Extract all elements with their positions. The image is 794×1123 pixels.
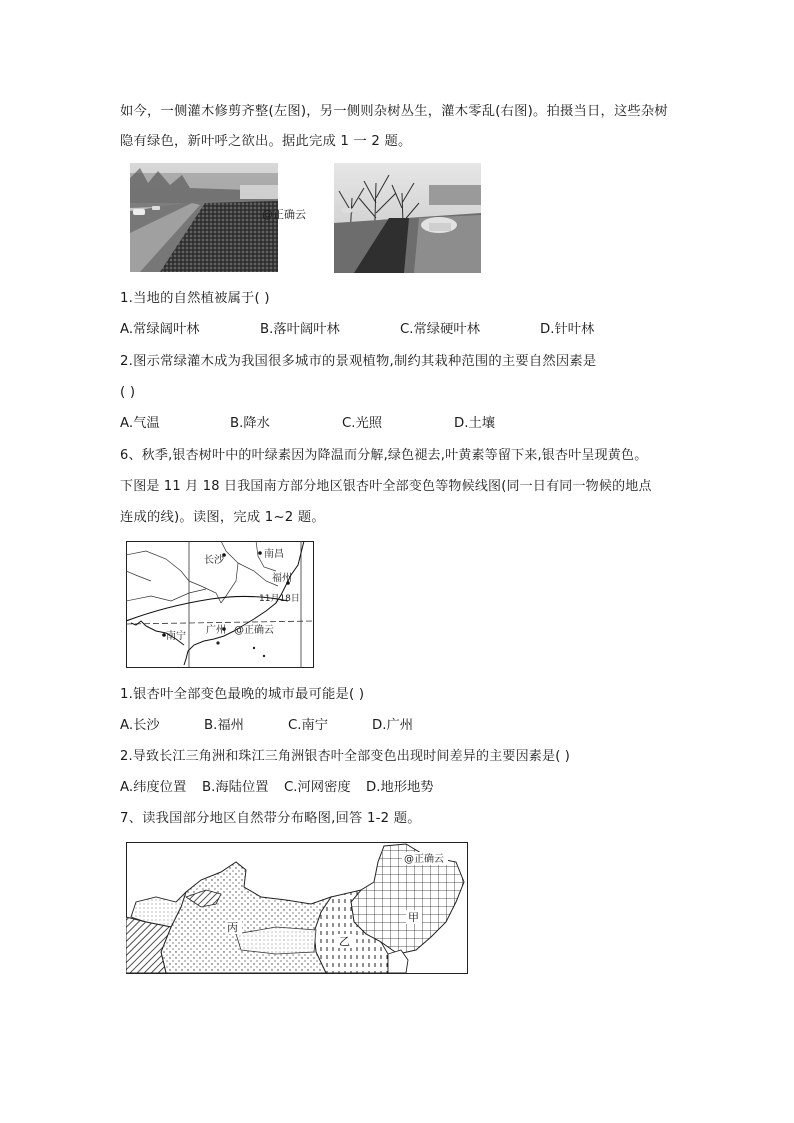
watermark-photos: @正确云 xyxy=(262,208,306,221)
q1a-stem: 1.当地的自然植被属于( ) xyxy=(120,291,270,306)
label-changsha: 长沙 xyxy=(204,555,224,566)
q1b-option-a: A.长沙 xyxy=(120,718,160,733)
q2b-option-d: D.地形地势 xyxy=(366,780,434,795)
q2a-option-b: B.降水 xyxy=(230,416,270,431)
q2b-stem: 2.导致长江三角洲和珠江三角洲银杏叶全部变色出现时间差异的主要因素是( ) xyxy=(120,749,571,764)
q2b-option-c: C.河网密度 xyxy=(284,780,351,795)
q1a-option-c: C.常绿硬叶林 xyxy=(400,322,480,337)
watermark-map1: @正确云 xyxy=(234,625,274,636)
q1b-option-c: C.南宁 xyxy=(288,718,329,733)
q1a-option-a: A.常绿阔叶林 xyxy=(120,322,200,337)
section6-line-2: 下图是 11 月 18 日我国南方部分地区银杏叶全部变色等物候线图(同一日有同一物候的地点 xyxy=(120,479,652,494)
section7-line-1: 7、读我国部分地区自然带分布略图,回答 1-2 题。 xyxy=(120,811,421,826)
photo-trimmed-shrubs xyxy=(130,163,278,272)
q2a-option-d: D.土壤 xyxy=(454,416,496,431)
map-ginkgo-phenology xyxy=(126,541,314,668)
q1b-option-b: B.福州 xyxy=(204,718,244,733)
label-nanchang: 南昌 xyxy=(264,549,284,560)
q2a-option-a: A.气温 xyxy=(120,416,160,431)
q1a-option-d: D.针叶林 xyxy=(540,322,595,337)
section6-line-1: 6、秋季,银杏树叶中的叶绿素因为降温而分解,绿色褪去,叶黄素等留下来,银杏叶呈现黄色。 xyxy=(120,448,648,463)
label-zone-jia: 甲 xyxy=(408,911,419,924)
section6-line-3: 连成的线)。读图，完成 1~2 题。 xyxy=(120,510,325,525)
intro-line-1: 如今，一侧灌木修剪齐整(左图)，另一侧则杂树丛生，灌木零乱(右图)。拍摄当日，这些杂树 xyxy=(120,104,668,119)
q2b-option-b: B.海陆位置 xyxy=(202,780,269,795)
photo-messy-trees xyxy=(334,163,481,273)
q1b-option-d: D.广州 xyxy=(372,718,414,733)
label-zone-yi: 乙 xyxy=(339,935,350,948)
label-date-line: 11月18日 xyxy=(259,594,300,604)
watermark-map2: @正确云 xyxy=(404,854,444,865)
q2a-option-c: C.光照 xyxy=(342,416,383,431)
label-nanning: 南宁 xyxy=(166,631,186,642)
q1b-stem: 1.银杏叶全部变色最晚的城市最可能是( ) xyxy=(120,687,365,702)
intro-line-2: 隐有绿色，新叶呼之欲出。据此完成 1 一 2 题。 xyxy=(120,134,412,149)
q2b-option-a: A.纬度位置 xyxy=(120,780,187,795)
label-guangzhou: 广州 xyxy=(206,625,226,636)
q2a-stem: 2.图示常绿灌木成为我国很多城市的景观植物,制约其栽种范围的主要自然因素是 xyxy=(120,354,597,369)
label-zone-bing: 丙 xyxy=(227,921,238,934)
label-fuzhou: 福州 xyxy=(272,573,292,584)
map-natural-zones xyxy=(126,842,468,974)
q1a-option-b: B.落叶阔叶林 xyxy=(260,322,340,337)
q2a-paren: ( ) xyxy=(120,385,136,400)
